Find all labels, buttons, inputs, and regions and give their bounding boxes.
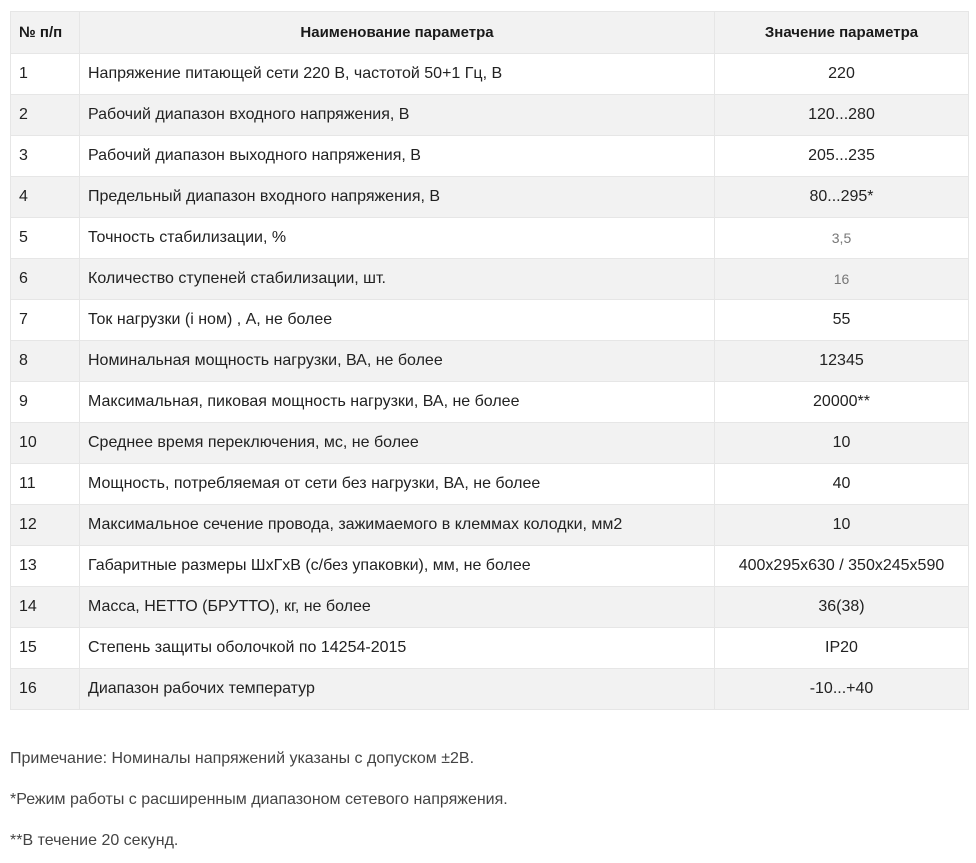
row-parameter-value: 80...295* [715,177,969,218]
row-parameter-name: Ток нагрузки (i ном) , А, не более [80,300,715,341]
row-number: 5 [11,218,80,259]
row-parameter-value: 20000** [715,382,969,423]
table-row [11,218,969,259]
row-parameter-name: Напряжение питающей сети 220 В, частотой 50+1 Гц, В [80,54,715,95]
table-row [11,341,969,382]
row-parameter-value: 400x295x630 / 350x245x590 [715,546,969,587]
row-parameter-value: 16 [715,259,969,300]
row-number: 16 [11,669,80,710]
table-row [11,382,969,423]
row-number: 15 [11,628,80,669]
row-number: 12 [11,505,80,546]
row-parameter-name: Максимальная, пиковая мощность нагрузки, ВА, не более [80,382,715,423]
row-number: 7 [11,300,80,341]
row-parameter-name: Рабочий диапазон выходного напряжения, В [80,136,715,177]
note-voltage-tolerance: Примечание: Номиналы напряжений указаны с допуском ±2В. [10,750,475,767]
row-parameter-value: 120...280 [715,95,969,136]
row-parameter-value: IP20 [715,628,969,669]
row-parameter-name: Мощность, потребляемая от сети без нагрузки, ВА, не более [80,464,715,505]
row-parameter-value: 220 [715,54,969,95]
row-parameter-name: Среднее время переключения, мс, не более [80,423,715,464]
row-parameter-name: Рабочий диапазон входного напряжения, В [80,95,715,136]
row-number: 6 [11,259,80,300]
row-number: 13 [11,546,80,587]
row-number: 14 [11,587,80,628]
row-number: 4 [11,177,80,218]
row-parameter-name: Габаритные размеры ШхГхВ (с/без упаковки), мм, не более [80,546,715,587]
row-number: 8 [11,341,80,382]
table-row [11,546,969,587]
row-number: 1 [11,54,80,95]
row-parameter-name: Диапазон рабочих температур [80,669,715,710]
row-number: 10 [11,423,80,464]
row-parameter-value: 40 [715,464,969,505]
row-number: 9 [11,382,80,423]
row-parameter-name: Номинальная мощность нагрузки, ВА, не более [80,341,715,382]
row-parameter-value: 10 [715,505,969,546]
table-row [11,505,969,546]
table-row [11,259,969,300]
header-number: № п/п [11,12,80,54]
note-extended-range: *Режим работы с расширенным диапазоном сетевого напряжения. [10,791,508,808]
row-parameter-name: Степень защиты оболочкой по 14254-2015 [80,628,715,669]
table-row [11,423,969,464]
table-row [11,95,969,136]
table-row [11,587,969,628]
header-parameter-name: Наименование параметра [80,12,715,54]
row-number: 2 [11,95,80,136]
row-number: 3 [11,136,80,177]
row-parameter-value: 10 [715,423,969,464]
note-peak-duration: **В течение 20 секунд. [10,832,179,849]
table-row [11,628,969,669]
row-parameter-name: Предельный диапазон входного напряжения, В [80,177,715,218]
table-row [11,300,969,341]
row-parameter-value: 12345 [715,341,969,382]
specifications-table [10,11,969,710]
row-parameter-name: Максимальное сечение провода, зажимаемого в клеммах колодки, мм2 [80,505,715,546]
row-parameter-name: Точность стабилизации, % [80,218,715,259]
row-parameter-value: 36(38) [715,587,969,628]
table-row [11,177,969,218]
table-row [11,54,969,95]
notes-section [10,740,960,863]
table-row [11,669,969,710]
header-parameter-value: Значение параметра [715,12,969,54]
table-row [11,464,969,505]
row-parameter-value: 55 [715,300,969,341]
table-header-row [11,12,969,54]
row-number: 11 [11,464,80,505]
row-parameter-name: Количество ступеней стабилизации, шт. [80,259,715,300]
table-row [11,136,969,177]
row-parameter-value: 205...235 [715,136,969,177]
row-parameter-value: 3,5 [715,218,969,259]
row-parameter-name: Масса, НЕТТО (БРУТТО), кг, не более [80,587,715,628]
row-parameter-value: -10...+40 [715,669,969,710]
